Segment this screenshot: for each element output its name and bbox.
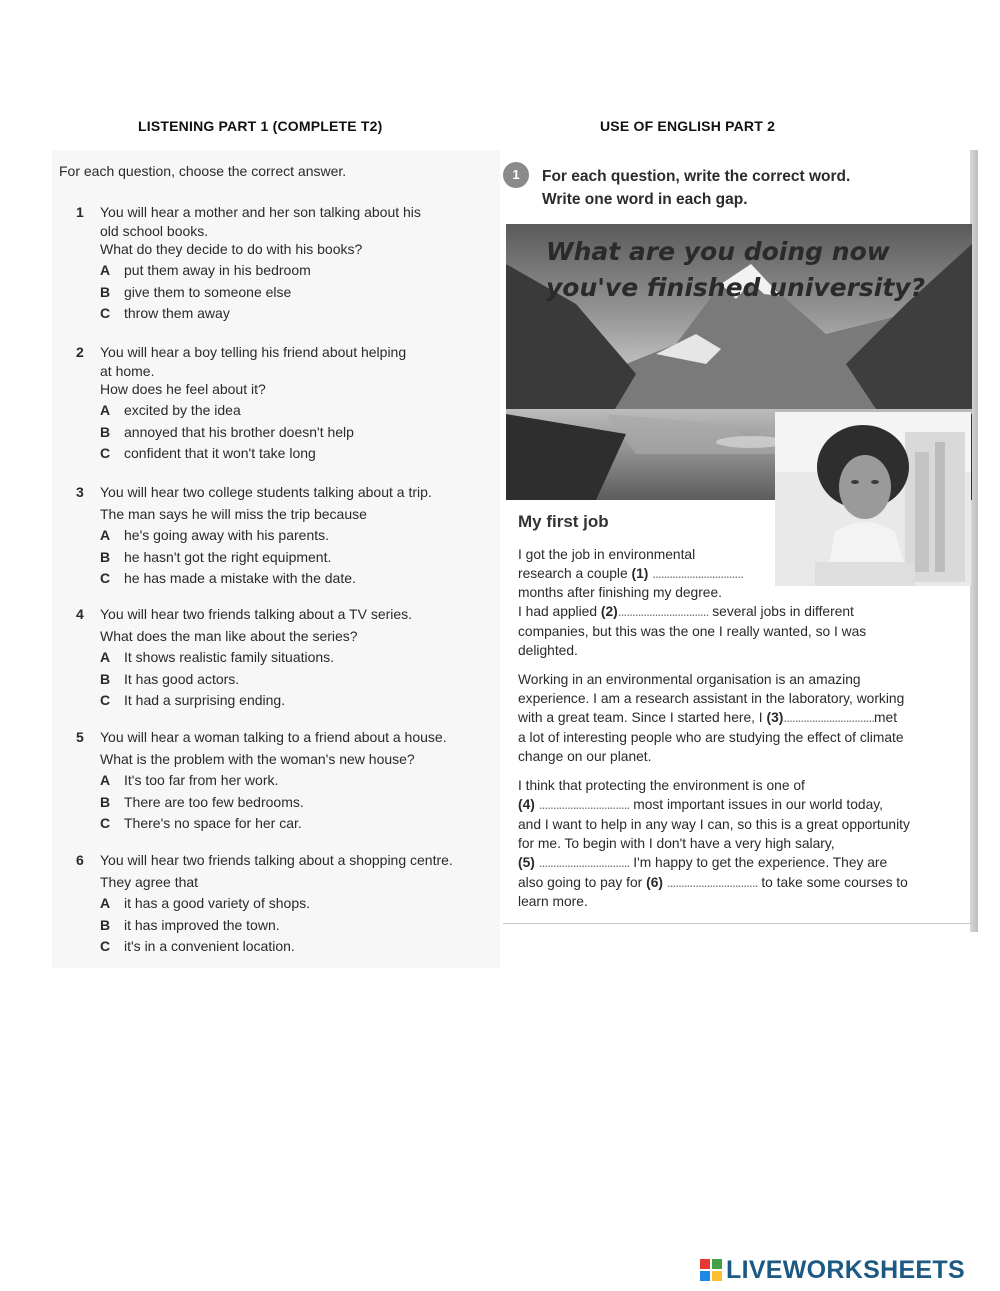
gap-3-label: (3) [766,710,784,725]
question-prompt: old school books. [100,222,209,239]
question-stem: The man says he will miss the trip because [100,505,367,522]
answer-option[interactable]: A he's going away with his parents. [100,527,330,543]
article-line: research a couple (1) ................................ [518,566,743,581]
question-prompt: You will hear a woman talking to a friend about a house. [100,729,447,745]
panel-bottom-rule [503,923,973,924]
article-line: with a great team. Since I started here, I (3)................................met [518,710,898,725]
answer-option[interactable]: C There's no space for her car. [100,815,302,831]
gap-4-label: (4) [518,797,535,812]
question-number: 6 [76,852,84,868]
gap-1-label: (1) [631,566,649,581]
gap-2-label: (2) [600,604,618,619]
article-title: What are you doing now you've finished university? [546,237,926,302]
article-line: also going to pay for (6) ................................ to take some courses to [518,875,908,890]
answer-option[interactable]: C it's in a convenient location. [100,938,295,954]
answer-option[interactable]: C he has made a mistake with the date. [100,570,356,586]
liveworksheets-logo-text: LIVEWORKSHEETS [726,1256,965,1284]
question-prompt: You will hear two friends talking about a shopping centre. [100,852,453,868]
article-line: for me. To begin with I don't have a very high salary, [518,836,835,851]
question-prompt: You will hear a boy telling his friend about helping [100,344,407,360]
question-stem: What is the problem with the woman's new house? [100,750,415,767]
question-stem: What do they decide to do with his books? [100,240,363,257]
listening-instruction: For each question, choose the correct answer. [59,163,347,179]
question-number: 5 [76,729,84,745]
question-number: 2 [76,344,84,360]
scientist-woman-image [775,412,971,586]
article-line: (5) ................................ I'm happy to get the experience. They are [518,855,888,870]
answer-option[interactable]: B it has improved the town. [100,916,280,933]
liveworksheets-logo-icon [700,1259,722,1281]
answer-option[interactable]: A It shows realistic family situations. [100,649,335,665]
use-of-english-panel [503,150,978,930]
answer-option[interactable]: C confident that it won't take long [100,445,316,461]
listening-panel [52,150,500,968]
article-line: months after finishing my degree. [518,585,722,600]
answer-option[interactable]: C throw them away [100,305,230,321]
article-line: Working in an environmental organisation is an amazing [518,672,861,687]
question-prompt: You will hear two college students talking about a trip. [100,484,432,500]
answer-option[interactable]: B There are too few bedrooms. [100,793,304,810]
question-stem: How does he feel about it? [100,380,266,397]
question-stem: They agree that [100,873,199,890]
article-line: delighted. [518,643,578,658]
gap-1-blank[interactable]: ................................ [652,566,743,581]
task-number-badge: 1 [503,162,529,188]
question-prompt: You will hear a mother and her son talking about his [100,204,421,220]
woman-portrait-photo [775,412,971,586]
answer-option[interactable]: A put them away in his bedroom [100,262,311,278]
answer-option[interactable]: A it has a good variety of shops. [100,895,310,911]
gap-6-label: (6) [646,875,663,890]
article-subheading: My first job [518,512,609,531]
answer-option[interactable]: A It's too far from her work. [100,772,279,788]
question-number: 1 [76,204,84,220]
gap-5-blank[interactable]: ................................ [538,855,630,870]
gap-6-blank[interactable]: ................................ [666,875,758,890]
gap-2-blank[interactable]: ................................ [617,604,709,619]
article-line: learn more. [518,894,588,909]
gap-4-blank[interactable]: ................................ [538,797,630,812]
question-number: 3 [76,484,84,500]
article-line: experience. I am a research assistant in the laboratory, working [518,691,905,706]
article-line: and I want to help in any way I can, so this is a great opportunity [518,817,910,832]
question-prompt: You will hear two friends talking about a TV series. [100,606,413,622]
article-line: I had applied (2)................................ several jobs in different [518,604,854,619]
question-stem: What does the man like about the series? [100,627,358,644]
answer-option[interactable]: B annoyed that his brother doesn't help [100,423,354,440]
question-prompt: at home. [100,362,155,379]
answer-option[interactable]: B he hasn't got the right equipment. [100,548,332,565]
article-line: companies, but this was the one I really wanted, so I was [518,624,867,639]
answer-option[interactable]: A excited by the idea [100,402,241,418]
answer-option[interactable]: C It had a surprising ending. [100,692,286,708]
answer-option[interactable]: B give them to someone else [100,283,292,300]
article-line: I think that protecting the environment is one of [518,778,805,793]
question-number: 4 [76,606,84,622]
article-line: change on our planet. [518,749,652,764]
task-instruction: For each question, write the correct word. Write one word in each gap. [542,168,851,208]
article-line: a lot of interesting people who are studying the effect of climate [518,730,904,745]
article-line: I got the job in environmental [518,547,696,562]
listening-section-title: LISTENING PART 1 (COMPLETE T2) [138,118,383,134]
gap-5-label: (5) [518,855,535,870]
article-line: (4) ................................ most important issues in our world today, [518,797,883,812]
answer-option[interactable]: B It has good actors. [100,670,240,687]
gap-3-blank[interactable]: ................................ [783,710,875,725]
use-of-english-section-title: USE OF ENGLISH PART 2 [600,118,776,134]
